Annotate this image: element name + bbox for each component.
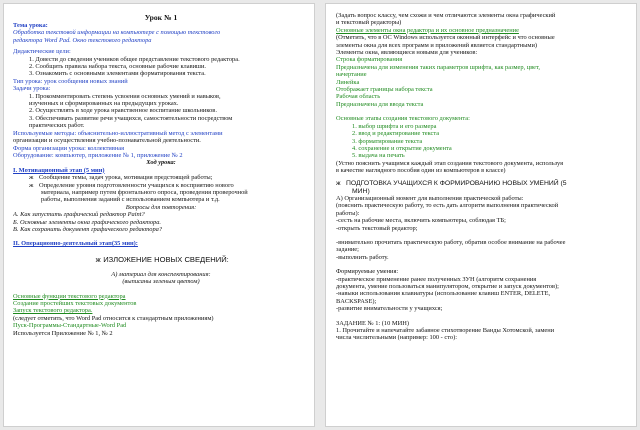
org-line: -открыть текстовый редактор;	[336, 224, 418, 232]
step-item: 1. выбор шрифта и его размера	[352, 122, 437, 130]
step-item: 5. выдача на печать	[352, 152, 405, 160]
question-item: В. Как сохранить документ графического редактора?	[13, 225, 163, 233]
stage1-heading: I. Мотивационный этап (5 мин)	[13, 166, 105, 174]
methods-line: организации и осуществления учебно-познавательной деятельности.	[13, 137, 201, 145]
topic-line: Обработка текстовой информации на компьютере с помощью текстового	[13, 29, 221, 37]
bullet-icon: ж	[29, 174, 34, 182]
format-bar-desc: начертание	[336, 71, 367, 79]
question-item: Б. Основные элементы окна графического редактора.	[13, 218, 162, 226]
steps-note: (Устно пояснить учащимся каждый этап создания текстового документа, используя	[336, 159, 564, 167]
tasks-label: Задачи урока:	[13, 85, 51, 93]
goals-label: Дидактические цели:	[13, 48, 71, 56]
step-item: 3. форматирование текста	[352, 137, 423, 145]
equipment-line: Оборудование: компьютер, приложение № 1, приложение № 2	[13, 151, 183, 159]
task-item: практических работ.	[29, 122, 85, 130]
work-area-desc: Предназначена для ввода текста	[336, 100, 424, 108]
attention-line: задание;	[336, 246, 359, 254]
note-line: и текстовый редакторы)	[336, 19, 402, 27]
format-bar-label: Строка форматирования	[336, 56, 403, 64]
prep-heading: МИН)	[352, 187, 370, 195]
task-line: 1. Прочитайте и напечатайте забавное стихотворение Ванды Хотомской, замени	[336, 327, 555, 335]
steps-note: в качестве наглядного пособия один из компьютеров в классе)	[336, 167, 506, 175]
skills-line: -практическое применение ранее полученных ЗУН (алгоритм сохранения	[336, 275, 537, 283]
skills-line: -навыки использования клавиатуры (использование клавиш ENTER, DELETE,	[336, 290, 551, 298]
step-item: 2. ввод и редактирование текста	[352, 130, 440, 138]
elements-label: Основные элементы окна редактора и их основное предназначение	[336, 26, 519, 34]
goal-item: 3. Ознакомить с основными элементами форматирования текста.	[29, 70, 206, 78]
stage2-heading: II. Операционно-деятельный этап(35 мин):	[13, 240, 138, 248]
document-page-left	[3, 3, 315, 427]
skills-line: -развитие внимательности у учащихся;	[336, 305, 443, 313]
org-line: А) Организационный момент для выполнения практической работы:	[336, 194, 524, 202]
step-item: 4. сохранение и открытие документа	[352, 144, 452, 152]
progress-label: Ход урока:	[146, 159, 176, 167]
material-label: А) материал для конспектирования:	[111, 270, 211, 278]
elements-intro: Элементы окна, являющиеся новыми для учеников:	[336, 49, 478, 57]
stage1-item: работы, выполнения заданий с использованием компьютера и т.д.	[41, 196, 220, 204]
elements-desc: (Отметить, что в ОС Windows используется оконный интерфейс и что основные	[336, 34, 555, 42]
skills-label: Формируемые умения:	[336, 268, 399, 276]
attention-line: -внимательно прочитать практическую работу, обратив особое внимание на рабочее	[336, 238, 566, 246]
stage1-item: Определение уровня подготовленности учащихся к восприятию нового	[39, 181, 234, 189]
topic-label: Тема урока:	[13, 22, 48, 29]
steps-label: Основные этапы создания текстового документа:	[336, 115, 470, 123]
launch-label: Запуск текстового редактора.	[13, 307, 93, 315]
work-area-label: Рабочая область	[336, 93, 381, 101]
questions-label: Вопросы для повторения:	[125, 203, 197, 211]
skills-line: документа, умение пользоваться манипулятором, открытие и запуск документов);	[336, 283, 559, 290]
prep-heading: ПОДГОТОВКА УЧАЩИХСЯ К ФОРМИРОВАНИЮ НОВЫХ УМЕНИЙ (5	[346, 179, 567, 187]
bullet-icon: ж	[29, 181, 34, 189]
functions-item: Создание простейших текстовых документов	[13, 300, 137, 307]
form-line: Форма организации урока: коллективная	[13, 144, 125, 152]
org-line: (пояснить практическую работу, то есть дать алгоритм выполнения практической	[336, 202, 559, 210]
elements-desc: элементы окна для всех программ и приложений является стандартными)	[336, 41, 538, 49]
material-note: (выписаны зеленым цветом)	[122, 278, 200, 286]
document-page-right	[325, 3, 637, 427]
org-line: работы):	[336, 209, 360, 217]
org-line: -сесть на рабочие места, включить компьютеры, соблюдая ТБ;	[336, 217, 506, 225]
topic-line: редактора Word Pad. Окно текстового редактора	[13, 36, 152, 44]
launch-path: Пуск-Программы-Стандартные-Word Pad	[13, 322, 127, 330]
task-item: 1. Прокомментировать степень усвоения основных умений и навыков,	[29, 92, 221, 100]
note-line: (Задать вопрос классу, чем схожи и чем отличаются элементы окна графический	[336, 12, 556, 19]
task-label: ЗАДАНИЕ № 1: (10 МИН)	[336, 319, 409, 327]
stage1-item: материала, например путем фронтального опроса, проведения проверочной	[41, 188, 248, 196]
use-line: Используется Приложение № 1, № 2	[13, 329, 113, 337]
functions-label: Основные функции текстового редактора	[13, 292, 126, 300]
task-line: числа числительными (например: 100 - сто):	[336, 334, 458, 342]
ruler-desc: Отображает границы набора текста	[336, 86, 433, 94]
bullet-icon: ж	[336, 179, 341, 187]
goal-item: 2. Сообщить правила набора текста, основные рабочие клавиши.	[29, 63, 206, 71]
goal-item: 1. Довести до сведения учеников общее представление текстового редактора.	[29, 55, 240, 63]
launch-note: (следует отметить, что Word Pad относится к стандартным приложениям)	[13, 314, 214, 322]
bullet-icon: ж	[95, 254, 101, 264]
skills-line: BACKSPASE);	[336, 297, 377, 305]
lesson-type: Тип урока: урок сообщения новых знаний	[13, 77, 128, 85]
attention-line: -выполнить работу.	[336, 253, 389, 261]
stage1-item: Сообщение темы, задач урока, мотивация предстоящей работы;	[39, 174, 213, 182]
question-item: А. Как запустить графический редактор Paint?	[13, 211, 145, 219]
task-item: 2. Осуществлять в ходе урока нравственное воспитание школьников.	[29, 107, 217, 115]
methods-line: Используемые методы: объяснительно-иллюстративный метод с элементами	[13, 129, 223, 137]
ruler-label: Линейка	[336, 78, 360, 86]
task-item: изученных и сформированных на предыдущих уроках.	[29, 100, 179, 108]
lesson-title: Урок № 1	[144, 13, 178, 22]
task-item: 3. Обеспечивать развитие речи учащихся, самостоятельности посредством	[29, 114, 233, 122]
section-heading: ИЗЛОЖЕНИЕ НОВЫХ СВЕДЕНИЙ:	[103, 254, 229, 264]
format-bar-desc: Предназначена для изменения таких параметров шрифта, как размер, цвет,	[336, 63, 540, 71]
